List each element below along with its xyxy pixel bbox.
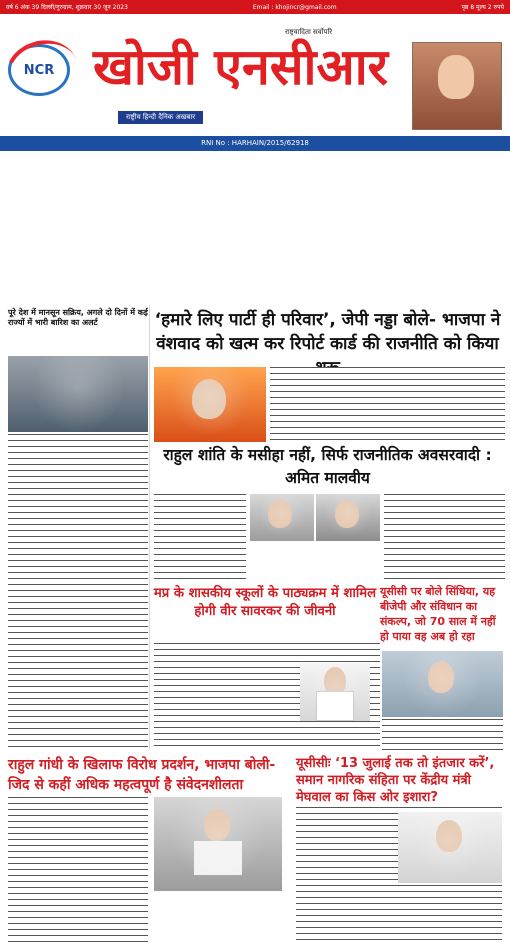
subtitle: राष्ट्रीय हिन्दी दैनिक अखबार [118,111,203,124]
meghwal-photo [398,812,502,883]
scindia-photo [382,651,503,717]
monsoon-headline: पूरे देश में मानसून सक्रिय, अगले दो दिनों में कई राज्यों में भारी बारिश का अलर्ट [8,308,148,327]
newspaper-page [0,151,510,805]
speaker-face [192,379,226,419]
scindia-face [428,661,454,693]
malviya-text-left [154,494,246,581]
malviya-headline: राहुल शांति के मसीहा नहीं, सिर्फ राजनीतिक अवसरवादी : अमित मालवीय [163,446,492,487]
protest-shirt [194,841,242,875]
malviya-face [335,500,359,528]
protest-photo [154,797,282,891]
malviya-text-right [384,494,505,581]
meghwal-face [436,820,462,852]
lead-headline: ‘हमारे लिए पार्टी ही परिवार’, जेपी नड्डा बोले- भाजपा ने वंशवाद को खत्म कर रिपोर्ट कार्ड की राजनीति को किया [154,310,501,354]
ncr-logo: NCR [8,44,70,96]
protest-face [204,809,230,841]
nadda-photo [154,367,266,442]
scindia-text [382,719,503,750]
rahul-protest-text [8,797,148,943]
model-photo [412,42,502,130]
lead-text [270,367,505,441]
white-kurta [316,691,354,721]
monsoon-text [8,434,148,752]
top-info-bar [0,0,510,14]
politician-face [324,667,346,695]
newspaper-title: खोजी एनसीआर [92,37,388,96]
rahul-photo [250,494,314,541]
malviya-photo [316,494,380,541]
ucc-scindia-headline: यूसीसी पर बोले सिंधिया, यह बीजेपी और संविधान का संकल्प, जो 70 साल में नहीं हो पाया वह अब हो रहा [380,585,496,643]
ucc-meghwal-headline: यूसीसीः ‘13 जुलाई तक तो इंतजार करें’, समान नागरिक संहिता पर केंद्रीय मंत्री मेघवाल का किस ओर इशारा? [296,756,495,805]
column-separator [149,305,150,750]
rahul-face [268,500,292,528]
email-link[interactable]: Email : khojincr@gmail.com [252,3,337,11]
rain-photo [8,356,148,432]
masthead [0,14,510,134]
rahul-protest-headline: राहुल गांधी के खिलाफ विरोध प्रदर्शन, भाजपा बोली- जिद से कहीं अधिक महत्वपूर्ण है संवेदनशीलता [8,757,276,793]
tagline: राष्ट्रवादिता सर्वोपरि [285,28,333,36]
price-info: पृष्ठ 8 मूल्य 2 रुपये [461,4,504,11]
rni-bar: RNI No : HARHAIN/2015/62918 [0,136,510,151]
savarkar-headline: मप्र के शासकीय स्कूलों के पाठ्यक्रम में शामिल होगी वीर सावरकर की जीवनी [153,586,377,619]
politician-photo [300,663,370,721]
edition-info: वर्ष 6 अंक 39 दिल्ली/गुरुग्राम, शुक्रवार 30 जून 2023 [6,4,128,11]
